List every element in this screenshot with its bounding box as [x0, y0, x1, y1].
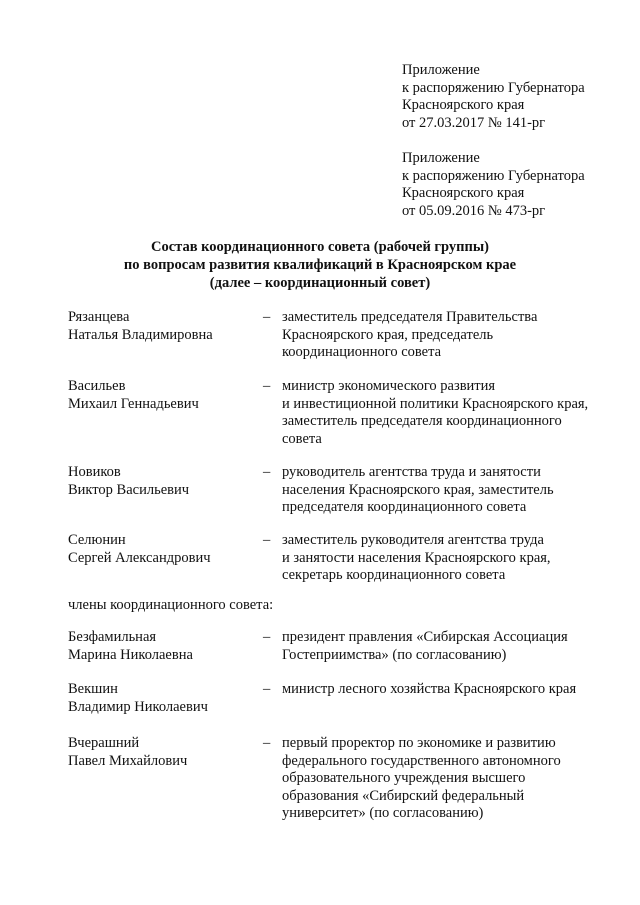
member-surname: Безфамильная: [68, 629, 157, 645]
member-given-name: Михаил Геннадьевич: [68, 395, 199, 412]
role-line: Красноярского края, председатель: [282, 326, 494, 343]
member-role: [282, 532, 627, 585]
role-line: университет» (по согласованию): [282, 805, 484, 821]
appendix-line: к распоряжению Губернатора: [402, 167, 585, 184]
member-role: [282, 309, 627, 362]
appendix-line: Приложение: [402, 62, 480, 78]
role-line: и инвестиционной политики Красноярского края,: [282, 395, 589, 412]
member-name: [68, 629, 258, 664]
appendix-date: от 05.09.2016 № 473-рг: [402, 202, 546, 219]
role-line: министр экономического развития: [282, 378, 496, 394]
title-line: Состав координационного совета (рабочей группы): [150, 239, 489, 255]
member-name: [68, 378, 258, 413]
member-surname: Новиков: [68, 464, 121, 480]
title-line: (далее – координационный совет): [209, 275, 431, 291]
dash-separator: –: [263, 309, 271, 325]
member-surname: Васильев: [68, 378, 126, 394]
role-line: образовательного учреждения высшего: [282, 770, 526, 786]
role-line: председателя координационного совета: [282, 499, 527, 515]
dash-separator: –: [263, 681, 271, 697]
appendix-note-current: [402, 62, 632, 132]
members-section-label: члены координационного совета:: [68, 597, 274, 613]
appendix-line: к распоряжению Губернатора: [402, 79, 585, 96]
member-given-name: Марина Николаевна: [68, 646, 193, 663]
dash-separator: –: [263, 532, 271, 548]
member-surname: Векшин: [68, 681, 118, 697]
member-surname: Вчерашний: [68, 735, 140, 751]
member-role: [282, 378, 627, 448]
member-name: [68, 532, 258, 567]
member-given-name: Владимир Николаевич: [68, 698, 208, 715]
title-line: по вопросам развития квалификаций в Красноярском крае: [123, 257, 517, 273]
role-line: населения Красноярского края, заместитель: [282, 481, 554, 498]
appendix-line: Красноярского края: [402, 185, 525, 201]
role-line: первый проректор по экономике и развитию: [282, 735, 556, 751]
member-role: [282, 735, 627, 823]
member-role: [282, 464, 627, 517]
role-line: координационного совета: [282, 344, 442, 360]
member-surname: Рязанцева: [68, 309, 130, 325]
role-line: совета: [282, 430, 322, 447]
member-name: [68, 309, 258, 344]
member-name: [68, 464, 258, 499]
appendix-date: от 27.03.2017 № 141-рг: [402, 114, 546, 131]
document-title: [0, 238, 640, 292]
role-line: президент правления «Сибирская Ассоциация: [282, 629, 568, 645]
role-line: секретарь координационного совета: [282, 567, 506, 583]
member-role: [282, 629, 627, 664]
role-line: заместитель председателя Правительства: [282, 309, 538, 325]
dash-separator: –: [263, 464, 271, 480]
role-line: Гостеприимства» (по согласованию): [282, 646, 507, 663]
dash-separator: –: [263, 735, 271, 751]
role-line: образования «Сибирский федеральный: [282, 787, 525, 804]
appendix-line: Приложение: [402, 150, 480, 166]
member-given-name: Наталья Владимировна: [68, 326, 213, 343]
role-line: руководитель агентства труда и занятости: [282, 464, 541, 480]
member-name: [68, 681, 258, 716]
role-line: заместитель руководителя агентства труда: [282, 532, 544, 548]
member-given-name: Сергей Александрович: [68, 549, 211, 566]
appendix-note-original: [402, 150, 632, 220]
dash-separator: –: [263, 629, 271, 645]
role-line: заместитель председателя координационного: [282, 413, 562, 429]
member-given-name: Павел Михайлович: [68, 752, 188, 769]
member-name: [68, 735, 258, 770]
role-line: министр лесного хозяйства Красноярского края: [282, 681, 577, 697]
dash-separator: –: [263, 378, 271, 394]
role-line: федерального государственного автономного: [282, 752, 561, 769]
member-role: [282, 681, 627, 699]
member-given-name: Виктор Васильевич: [68, 481, 190, 498]
appendix-line: Красноярского края: [402, 97, 525, 113]
role-line: и занятости населения Красноярского края,: [282, 549, 551, 566]
member-surname: Селюнин: [68, 532, 126, 548]
